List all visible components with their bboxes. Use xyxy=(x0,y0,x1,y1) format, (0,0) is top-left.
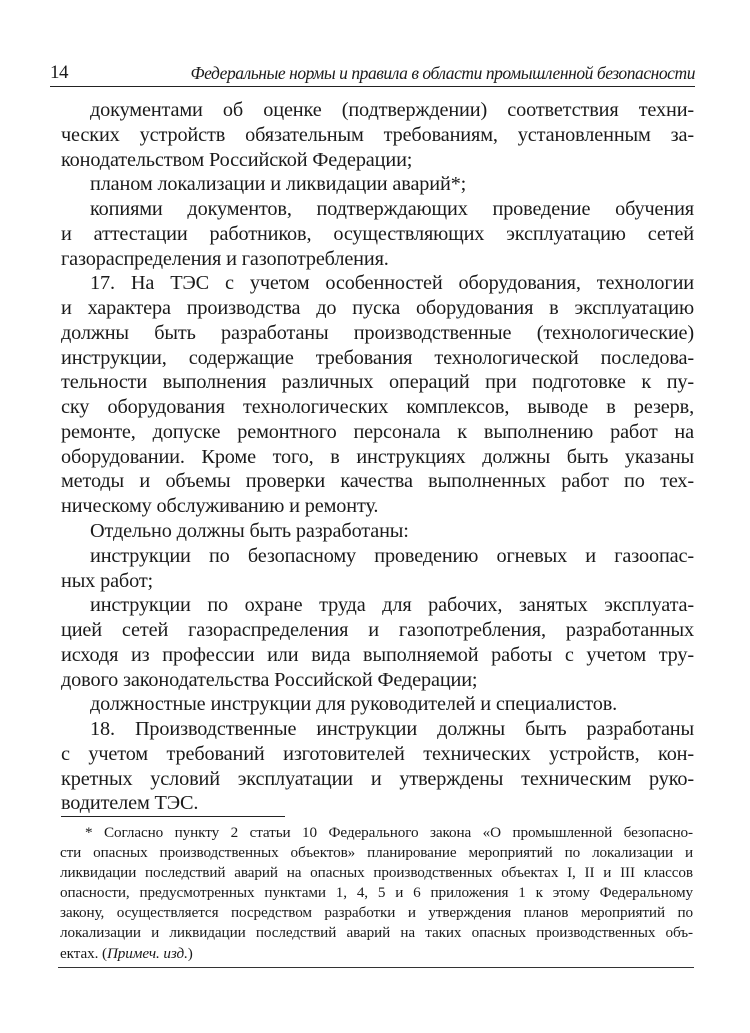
body-line: исходя из профессии или вида выполняемой работы с учетом тру- xyxy=(61,643,694,666)
footnote-line: опасности, предусмотренных пунктами 1, 4, 5 и 6 приложения 1 к этому Федеральному xyxy=(60,884,693,902)
footnote-final-line xyxy=(60,944,693,964)
body-line: 18. Производственные инструкции должны быть разработаны xyxy=(90,718,694,741)
body-line: инструкции, содержащие требования технологической последова- xyxy=(61,346,694,369)
footnote-line: сти опасных производственных объектов» планирование мероприятий по локализации и xyxy=(60,844,693,862)
page-number: 14 xyxy=(50,62,68,83)
body-line: ремонте, допуске ремонтного персонала к выполнению работ на xyxy=(61,420,694,443)
footnote-final-prefix: ектах. ( xyxy=(60,944,107,962)
publisher-note: Примеч. изд. xyxy=(106,944,188,962)
footnote-separator xyxy=(61,816,285,817)
body-line: газораспределения и газопотребления. xyxy=(61,247,389,270)
body-line: кретных условий эксплуатации и утверждены техническим руко- xyxy=(61,767,694,790)
body-line: Отдельно должны быть разработаны: xyxy=(90,520,409,543)
running-header xyxy=(50,60,695,87)
body-line: конодательством Российской Федерации; xyxy=(61,148,413,171)
body-line: водителем ТЭС. xyxy=(61,792,199,815)
body-line: дового законодательства Российской Федерации; xyxy=(61,668,478,691)
footnote-line: локализации и ликвидации последствий аварий на таких опасных производственных объ- xyxy=(60,924,693,942)
bottom-rule xyxy=(58,967,694,968)
body-line: методы и объемы проверки качества выполненных работ по тех- xyxy=(61,470,694,493)
body-line: и характера производства до пуска оборудования в эксплуатацию xyxy=(61,297,694,320)
footnote-final-suffix: ) xyxy=(187,944,193,962)
body-line: планом локализации и ликвидации аварий*; xyxy=(90,173,467,196)
body-line: ных работ; xyxy=(61,569,154,592)
body-line: копиями документов, подтверждающих проведение обучения xyxy=(90,198,694,221)
body-line: 17. На ТЭС с учетом особенностей оборудования, технологии xyxy=(90,272,694,295)
body-line: ническому обслуживанию и ремонту. xyxy=(61,495,379,518)
body-line: цией сетей газораспределения и газопотребления, разработанных xyxy=(61,619,694,642)
body-line: документами об оценке (подтверждении) соответствия техни- xyxy=(90,99,694,121)
body-line: тельности выполнения различных операций при подготовке к пу- xyxy=(61,371,694,394)
body-line: ческих устройств обязательным требованиям, установленным за- xyxy=(61,123,694,146)
body-line: ску оборудования технологических комплексов, выводе в резерв, xyxy=(61,396,694,419)
body-text xyxy=(61,98,694,816)
body-line: и аттестации работников, осуществляющих эксплуатацию сетей xyxy=(61,222,694,245)
footnote-line: закону, осуществляется посредством разработки и утверждения планов мероприятий по xyxy=(60,904,693,922)
body-line: инструкции по безопасному проведению огневых и газоопас- xyxy=(90,544,694,567)
body-line: должностные инструкции для руководителей и специалистов. xyxy=(90,693,618,716)
body-line: с учетом требований изготовителей технических устройств, кон- xyxy=(61,742,694,765)
body-line: инструкции по охране труда для рабочих, занятых эксплуата- xyxy=(90,594,694,617)
footnote-line: ликвидации последствий аварий на опасных производственных объектах I, II и III классов xyxy=(60,864,693,882)
body-line: оборудовании. Кроме того, в инструкциях должны быть указаны xyxy=(61,445,694,468)
footnote xyxy=(60,823,693,964)
running-title: Федеральные нормы и правила в области промышленной безопасности xyxy=(190,63,695,83)
footnote-line: * Согласно пункту 2 статьи 10 Федерального закона «О промышленной безопасно- xyxy=(85,824,693,841)
body-line: должны быть разработаны производственные (технологические) xyxy=(61,321,694,344)
